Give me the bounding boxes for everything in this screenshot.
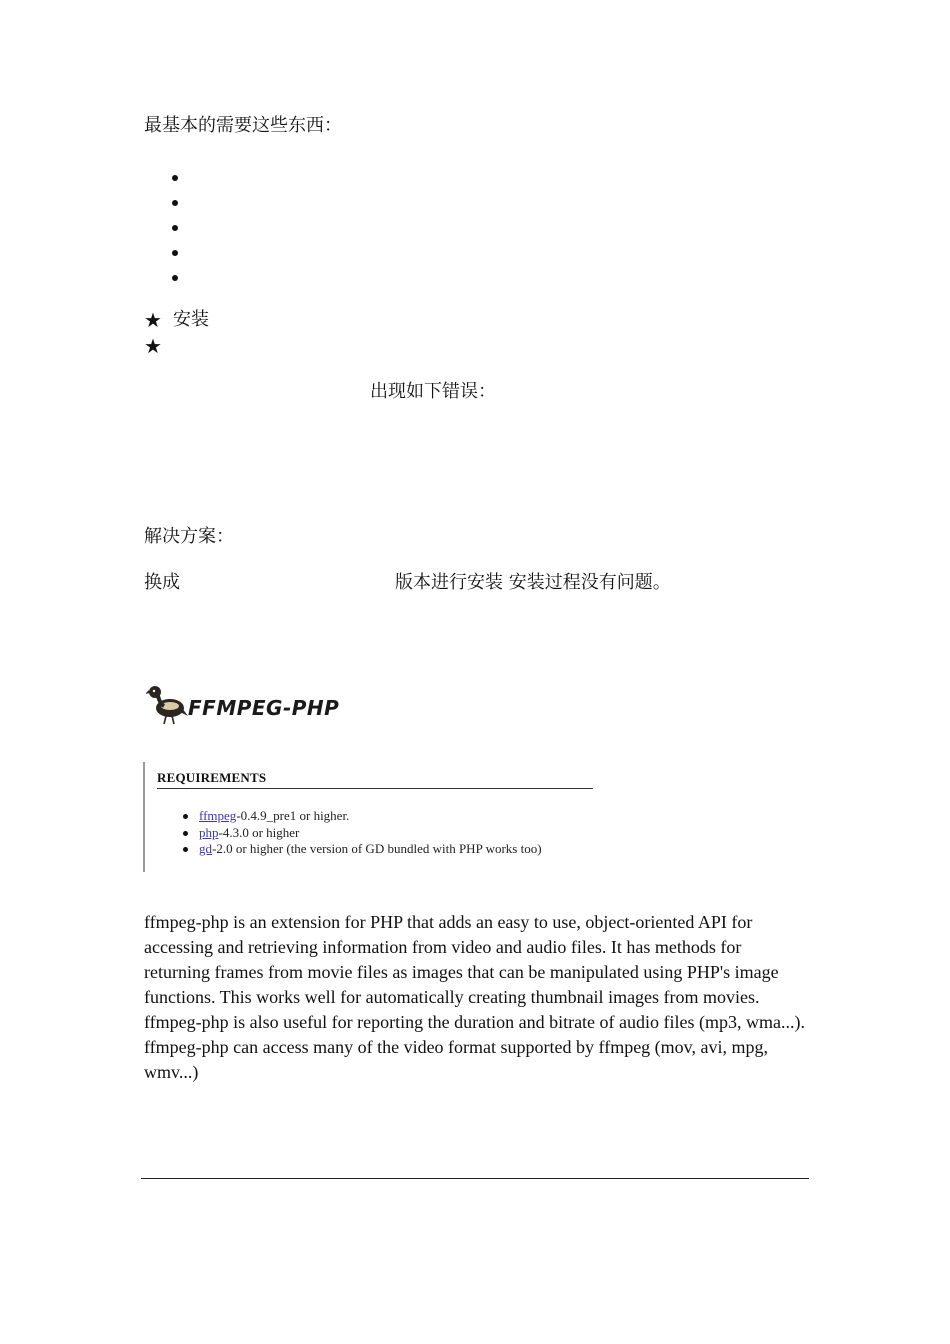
empty-bullet (172, 225, 178, 231)
install-label: 安装 (173, 309, 209, 330)
php-link[interactable]: php (199, 824, 219, 840)
error-text: 出现如下错误： (370, 381, 496, 402)
replace-suffix: 版本进行安装 安装过程没有问题。 (395, 572, 671, 593)
empty-bullet (172, 275, 178, 281)
logo-text: FFMPEG-PHP (188, 696, 340, 720)
footer-divider (141, 1178, 809, 1179)
bullet (183, 831, 188, 836)
bullet (183, 814, 188, 819)
empty-bullet (172, 175, 178, 181)
list-item (183, 841, 542, 858)
intro-text: 最基本的需要这些东西： (144, 115, 342, 136)
requirements-title: REQUIREMENTS (157, 770, 593, 789)
bird-icon (146, 682, 188, 726)
bullet (183, 847, 188, 852)
star-icon: ★ (144, 334, 162, 358)
replace-prefix: 换成 (144, 572, 180, 593)
solution-label: 解决方案： (144, 526, 234, 547)
list-item (183, 825, 542, 842)
requirement-detail: -2.0 or higher (the version of GD bundled with PHP works too) (212, 841, 542, 856)
ffmpeg-link[interactable]: ffmpeg (199, 808, 237, 823)
requirement-detail: -4.3.0 or higher (218, 824, 300, 840)
requirements-list (183, 808, 542, 858)
empty-bullet (172, 250, 178, 256)
list-item (183, 808, 542, 825)
requirement-detail: -0.4.9_pre1 or higher. (236, 808, 350, 823)
star-icon: ★ (144, 308, 162, 332)
description-paragraph: ffmpeg-php is an extension for PHP that adds an easy to use, object-oriented API for accessing and retrieving information from video and audio files. It has methods for returning frames from movie files as images that can be manipulated using PHP's image functions. This works well for automatically creating thumbnail images from movies. ffmpeg-php is also useful for reporting the duration and bitrate of audio files (mp3, wma...). ffmpeg-php can access many of the video format supported by ffmpeg (mov, avi, mpg, wmv...) (144, 912, 805, 1082)
requirements-panel (143, 762, 605, 872)
ffmpeg-php-logo (146, 680, 366, 730)
empty-bullet (172, 200, 178, 206)
gd-link[interactable]: gd (199, 841, 212, 856)
